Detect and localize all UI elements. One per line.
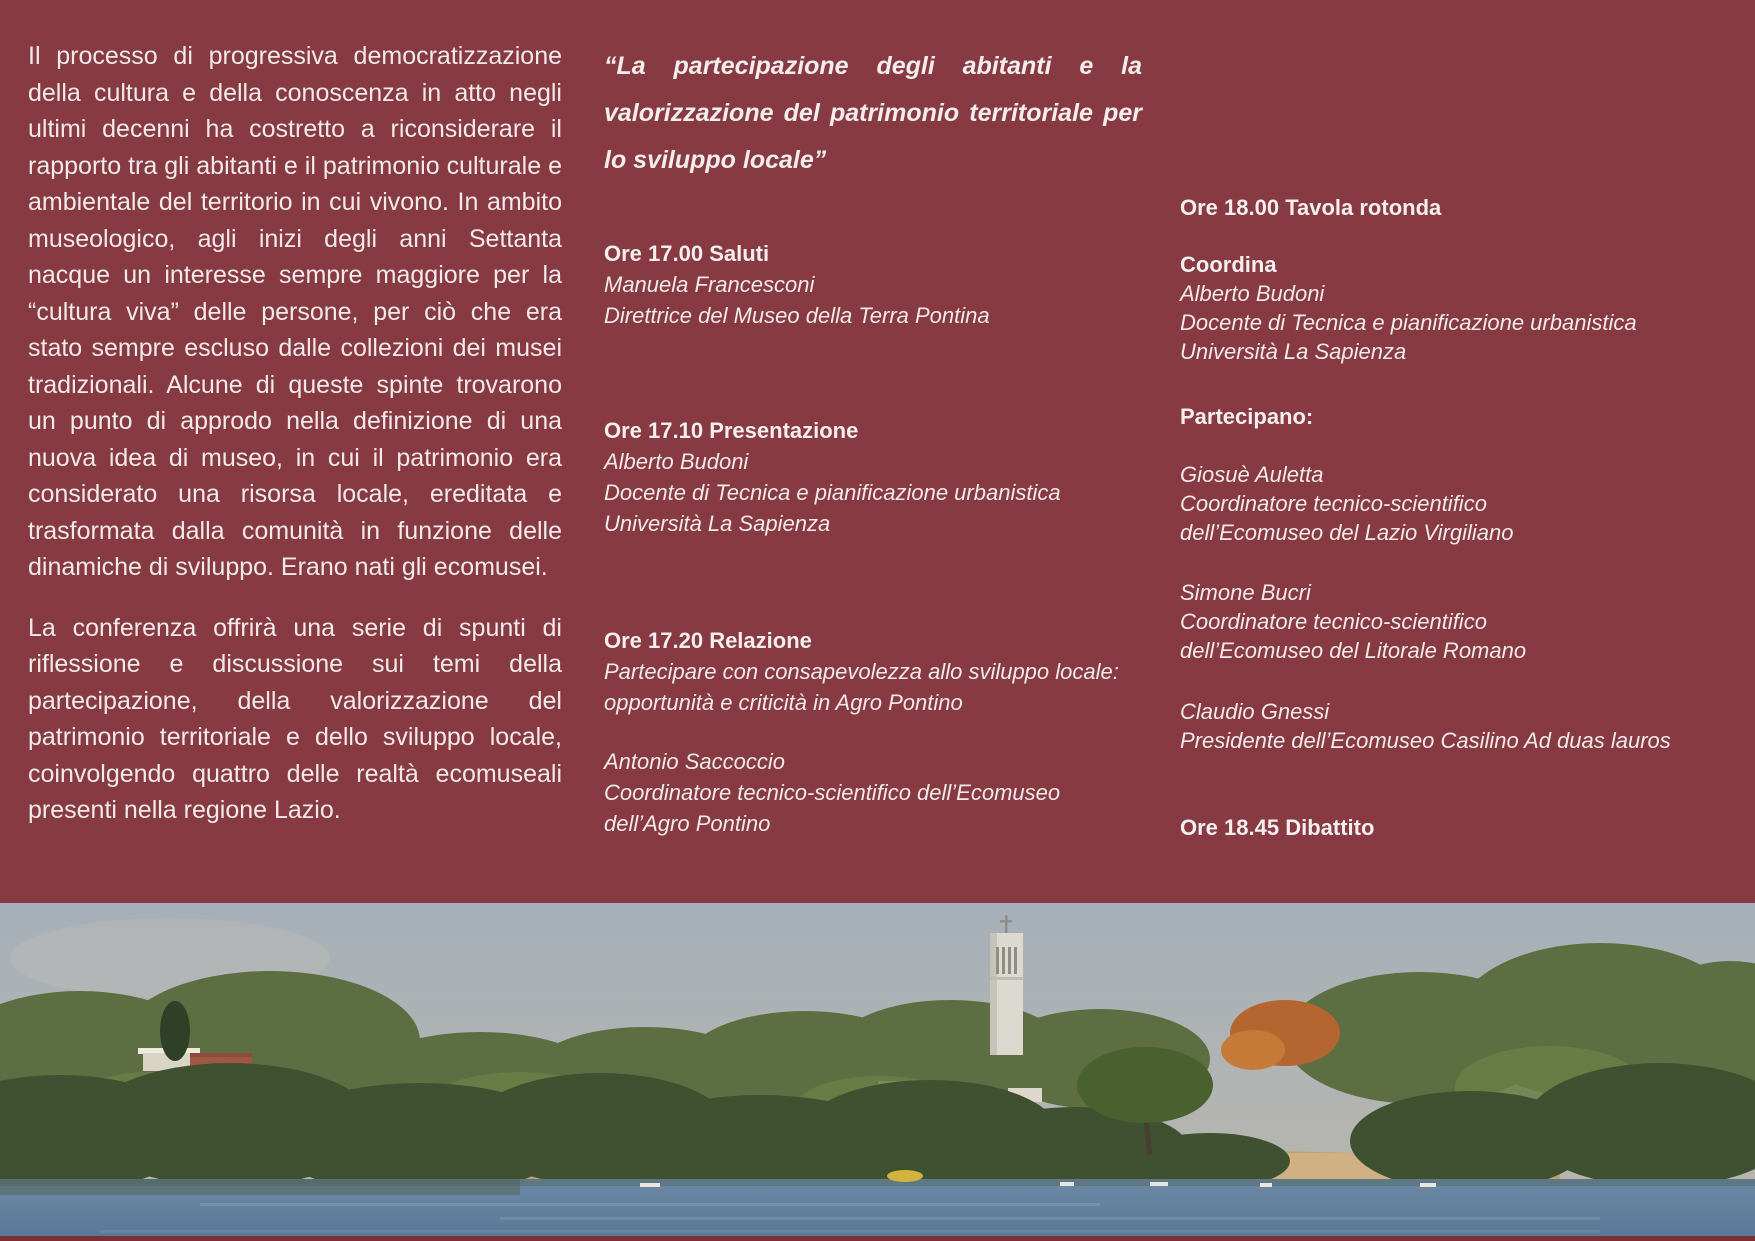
debate-header: Ore 18.45 Dibattito — [1180, 815, 1375, 840]
schedule-header-relazione: Ore 17.20 Relazione — [604, 628, 812, 653]
speaker-name: Alberto Budoni — [604, 449, 749, 474]
talk-title-line: Partecipare con consapevolezza allo sviluppo locale: — [604, 659, 1119, 684]
intro-paragraph-1: Il processo di progressiva democratizzazione della cultura e della conoscenza in atto negli ultimi decenni ha costretto a riconsiderare il rapporto tra gli abitanti e il patrimonio culturale e ambientale del territorio in cui vivono. In ambito museologico, agli inizi degli anni Settanta nacque un interesse sempre maggiore per la “cultura viva” delle persone, per ciò che era stato sempre escluso dalle collezioni dei musei tradizionali. Alcune di queste spinte trovarono un punto di approdo nella definizione di una nuova idea di museo, in cui il patrimonio era considerato una risorsa locale, ereditata e trasformata dalla comunità in funzione delle dinamiche di sviluppo. Erano nati gli ecomusei. — [28, 42, 562, 581]
debate-header-block — [1180, 813, 1740, 842]
schedule-header-saluti: Ore 17.00 Saluti — [604, 241, 770, 266]
schedule-header-presentazione: Ore 17.10 Presentazione — [604, 418, 859, 443]
spacer — [604, 718, 1149, 746]
participant-name: Simone Bucri — [1180, 580, 1311, 605]
coordinator-block — [1180, 250, 1740, 366]
partecipano-label: Partecipano: — [1180, 404, 1314, 429]
participant-block — [1180, 578, 1740, 665]
speaker-affiliation: Università La Sapienza — [604, 511, 831, 536]
participant-role: dell’Ecomuseo del Lazio Virgiliano — [1180, 520, 1514, 545]
conifer-tree — [160, 1001, 190, 1061]
participant-role: Presidente dell’Ecomuseo Casilino Ad duas lauros — [1180, 728, 1671, 753]
water — [0, 1170, 1755, 1241]
schedule-block-presentazione — [604, 415, 1149, 539]
round-table-header: Ore 18.00 Tavola rotonda — [1180, 195, 1442, 220]
participant-name: Giosuè Auletta — [1180, 462, 1324, 487]
schedule-block-relazione — [604, 625, 1149, 839]
yellow-boat — [887, 1170, 923, 1182]
intro-column — [28, 38, 562, 829]
round-table-header-block — [1180, 193, 1740, 222]
participant-role: dell’Ecomuseo del Litorale Romano — [1180, 638, 1527, 663]
speaker-role: dell’Agro Pontino — [604, 811, 771, 836]
landscape-photo — [0, 903, 1755, 1241]
bell-tower — [990, 915, 1023, 1055]
participant-name: Claudio Gnessi — [1180, 699, 1330, 724]
participant-role: Coordinatore tecnico-scientifico — [1180, 491, 1487, 516]
coordinator-role: Docente di Tecnica e pianificazione urbanistica — [1180, 310, 1637, 335]
participant-block — [1180, 697, 1740, 755]
participant-block — [1180, 460, 1740, 547]
speaker-name: Antonio Saccoccio — [604, 749, 785, 774]
photo-bottom-border — [0, 1236, 1755, 1241]
speaker-role: Docente di Tecnica e pianificazione urbanistica — [604, 480, 1061, 505]
conference-title: “La partecipazione degli abitanti e la valorizzazione del patrimonio territoriale per lo sviluppo locale” — [604, 52, 1142, 174]
intro-paragraph-2: La conferenza offrirà una serie di spunti di riflessione e discussione sui temi della partecipazione, della valorizzazione del patrimonio territoriale e dello sviluppo locale, coinvolgendo quattro delle realtà ecomuseali presenti nella regione Lazio. — [28, 613, 562, 824]
coordina-label: Coordina — [1180, 252, 1277, 277]
participants-label-block — [1180, 402, 1740, 431]
speaker-name: Manuela Francesconi — [604, 272, 815, 297]
coordinator-name: Alberto Budoni — [1180, 281, 1325, 306]
speaker-role: Coordinatore tecnico-scientifico dell’Ecomuseo — [604, 780, 1061, 805]
coordinator-affiliation: Università La Sapienza — [1180, 339, 1407, 364]
schedule-block-saluti — [604, 238, 1149, 331]
participant-role: Coordinatore tecnico-scientifico — [1180, 609, 1487, 634]
talk-title-line: opportunità e criticità in Agro Pontino — [604, 690, 963, 715]
speaker-role: Direttrice del Museo della Terra Pontina — [604, 303, 990, 328]
